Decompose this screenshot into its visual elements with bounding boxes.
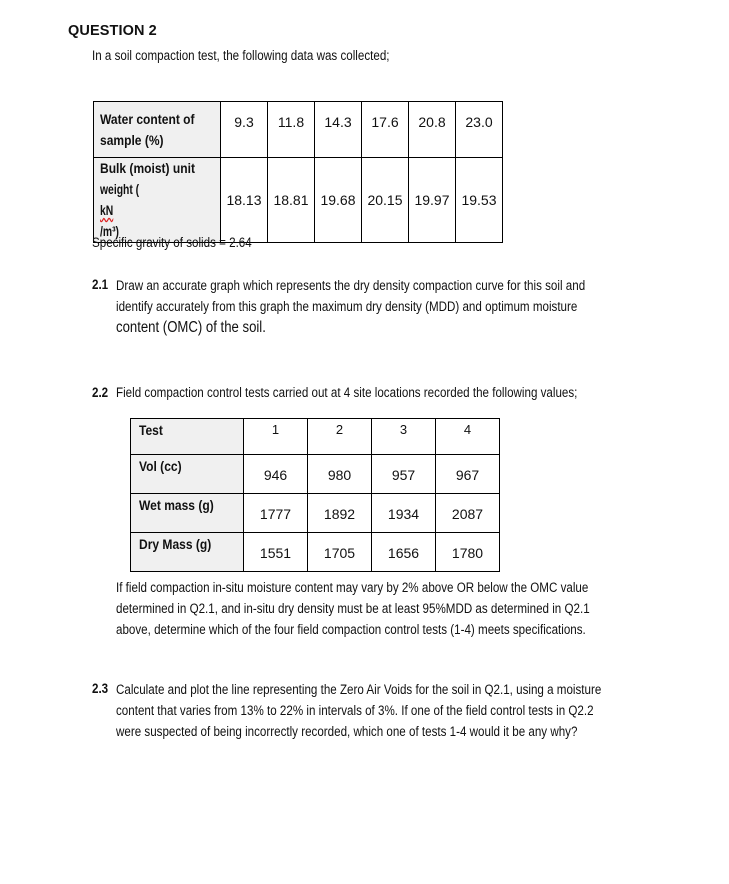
table-cell: 1892	[308, 494, 372, 533]
question-number-2-2: 2.2	[92, 385, 109, 400]
question-2-2-paragraph: If field compaction in-situ moisture content may vary by 2% above OR below the OMC value determined in Q2.1, and in-situ dry density must be at least 95%MDD as determined in Q2.1 above, determine which of the four field compaction control tests (1-4) meets specifications.	[116, 580, 590, 637]
row-header-water-content: Water content of sample (%)	[94, 102, 221, 158]
table-header-row	[131, 419, 500, 455]
table-cell: 1777	[244, 494, 308, 533]
row-header: Vol (cc)	[131, 455, 244, 494]
table-row	[94, 158, 503, 243]
row-header-bulk-unit-weight: Bulk (moist) unit weight ( kN /m³)	[94, 158, 221, 243]
table-cell: 23.0	[456, 102, 503, 158]
table-cell: 1551	[244, 533, 308, 572]
table-cell: 17.6	[362, 102, 409, 158]
question-2-1-text: Draw an accurate graph which represents the dry density compaction curve for this soil and identify accurately from this graph the maximum dry density (MDD) and optimum moisture content (OMC) of the soil.	[116, 278, 586, 336]
table-cell: 20.8	[409, 102, 456, 158]
table-cell: 946	[244, 455, 308, 494]
question-2-3-text: Calculate and plot the line representing the Zero Air Voids for the soil in Q2.1, using a moisture content that varies from 13% to 22% in intervals of 3%. If one of the field control tests in Q2.2 were suspected of being incorrectly recorded, which one of tests 1-4 would it be any why?	[116, 682, 602, 739]
table-cell: 1656	[372, 533, 436, 572]
column-header: 4	[436, 419, 500, 455]
table-cell: 19.68	[315, 158, 362, 243]
table-cell: 18.81	[268, 158, 315, 243]
compaction-data-table	[93, 101, 503, 243]
row-header: Dry Mass (g)	[131, 533, 244, 572]
field-tests-table	[130, 418, 500, 572]
row-header: Wet mass (g)	[131, 494, 244, 533]
column-header: 3	[372, 419, 436, 455]
table-row	[131, 455, 500, 494]
question-number-2-3: 2.3	[92, 681, 109, 696]
table-cell: 1780	[436, 533, 500, 572]
table-cell: 11.8	[268, 102, 315, 158]
table-cell: 20.15	[362, 158, 409, 243]
question-number-2-1: 2.1	[92, 277, 109, 292]
column-header-test: Test	[131, 419, 244, 455]
table-row	[131, 533, 500, 572]
table-cell: 18.13	[221, 158, 268, 243]
specific-gravity-text: Specific gravity of solids = 2.64	[92, 235, 252, 250]
table-row	[131, 494, 500, 533]
table-cell: 2087	[436, 494, 500, 533]
table-cell: 1934	[372, 494, 436, 533]
table-cell: 19.53	[456, 158, 503, 243]
column-header: 2	[308, 419, 372, 455]
table-cell: 14.3	[315, 102, 362, 158]
column-header: 1	[244, 419, 308, 455]
question-heading: QUESTION 2	[68, 23, 157, 39]
table-row	[94, 102, 503, 158]
table-cell: 980	[308, 455, 372, 494]
table-cell: 19.97	[409, 158, 456, 243]
table-cell: 967	[436, 455, 500, 494]
table-cell: 9.3	[221, 102, 268, 158]
question-2-2-text: Field compaction control tests carried out at 4 site locations recorded the following values;	[116, 385, 578, 400]
table-cell: 1705	[308, 533, 372, 572]
spellcheck-underline: kN	[100, 202, 114, 218]
table-cell: 957	[372, 455, 436, 494]
intro-text: In a soil compaction test, the following data was collected;	[92, 48, 390, 63]
